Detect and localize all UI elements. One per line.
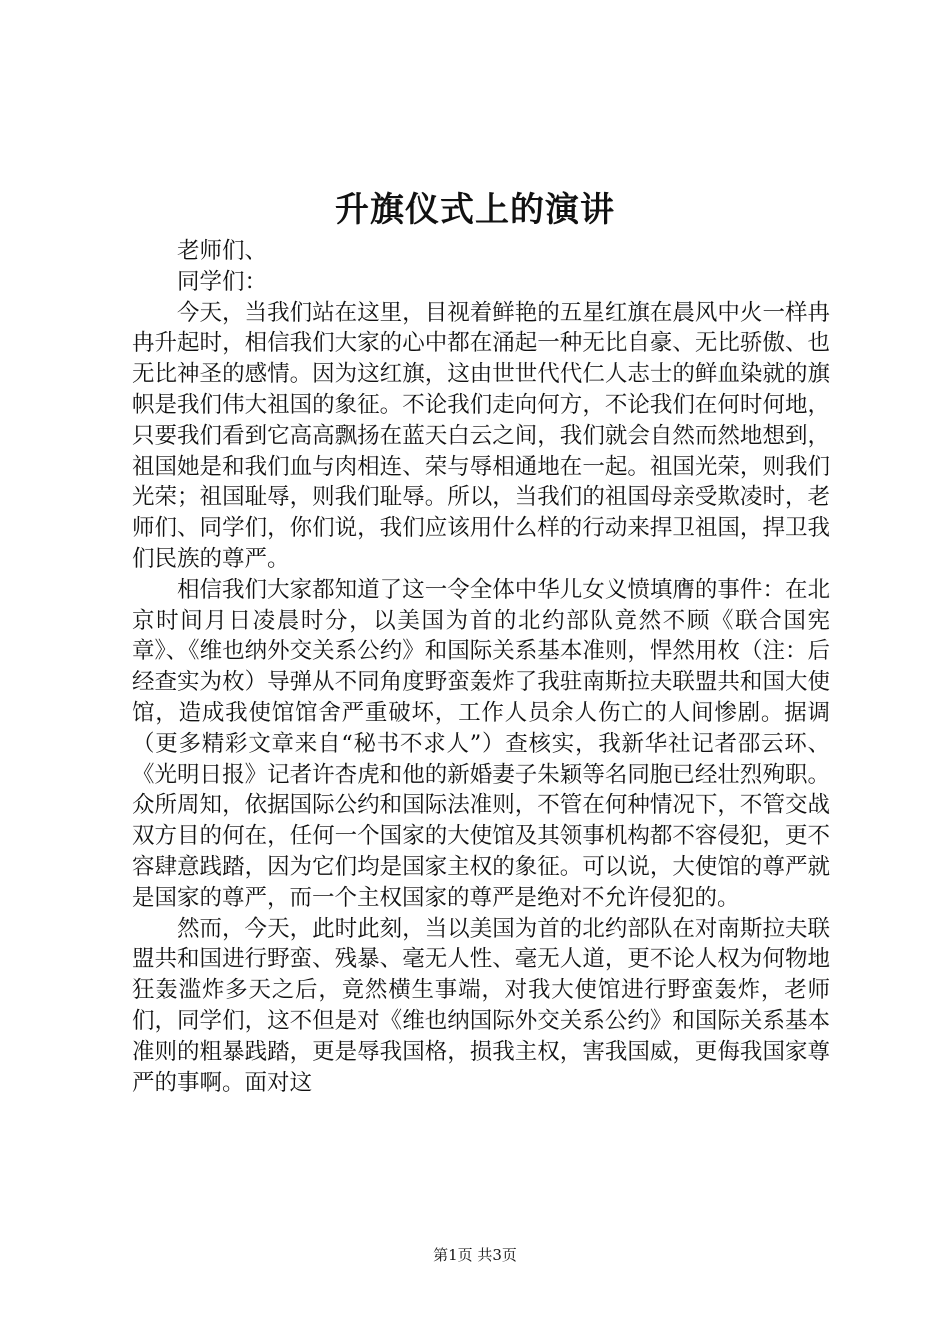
- salutation-teachers: 老师们、: [177, 238, 268, 264]
- document-title: 升旗仪式上的演讲: [335, 190, 615, 230]
- document-body: [132, 236, 830, 1098]
- paragraph-1: 今天，当我们站在这里，目视着鲜艳的五星红旗在晨风中火一样冉冉升起时，相信我们大家的心中都在涌起一种无比自豪、无比骄傲、也无比神圣的感情。因为这红旗，这由世世代代仁人志士的鲜血染就的旗帜是我们伟大祖国的象征。不论我们走向何方，不论我们在何时何地，只要我们看到它高高飘扬在蓝天白云之间，我们就会自然而然地想到，祖国她是和我们血与肉相连、荣与辱相通地在一起。祖国光荣，则我们光荣；祖国耻辱，则我们耻辱。所以，当我们的祖国母亲受欺凌时，老师们、同学们，你们说，我们应该用什么样的行动来捍卫祖国，捍卫我们民族的尊严。: [132, 299, 830, 572]
- paragraph-3: 然而，今天，此时此刻，当以美国为首的北约部队在对南斯拉夫联盟共和国进行野蛮、残暴、毫无人性、毫无人道，更不论人权为何物地狂轰滥炸多天之后，竟然横生事端，对我大使馆进行野蛮轰炸，老师们，同学们，这不但是对《维也纳国际外交关系公约》和国际关系基本准则的粗暴践踏，更是辱我国格，损我主权，害我国威，更侮我国家尊严的事啊。面对这: [132, 915, 830, 1096]
- paragraph-2: 相信我们大家都知道了这一令全体中华儿女义愤填膺的事件：在北京时间月日凌晨时分，以美国为首的北约部队竟然不顾《联合国宪章》、《维也纳外交关系公约》和国际关系基本准则，悍然用枚（注：后经查实为枚）导弹从不同角度野蛮轰炸了我驻南斯拉夫联盟共和国大使馆，造成我使馆馆舍严重破坏，工作人员余人伤亡的人间惨剧。据调（更多精彩文章来自“秘书不求人”）查核实，我新华社记者邵云环、《光明日报》记者许杏虎和他的新婚妻子朱颖等名同胞已经壮烈殉职。众所周知，依据国际公约和国际法准则，不管在何种情况下，不管交战双方目的何在，任何一个国家的大使馆及其领事机构都不容侵犯，更不容肆意践踏，因为它们均是国家主权的象征。可以说，大使馆的尊严就是国家的尊严，而一个主权国家的尊严是绝对不允许侵犯的。: [132, 576, 830, 911]
- page-number-footer: 第1页 共3页: [433, 1246, 517, 1264]
- salutation-students: 同学们：: [177, 268, 268, 295]
